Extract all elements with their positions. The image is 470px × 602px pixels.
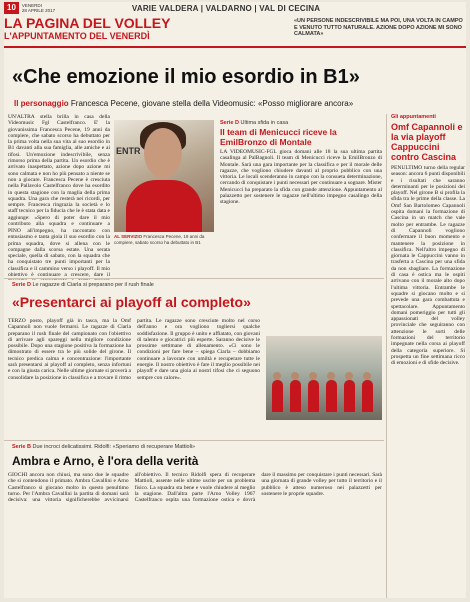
story-c-kicker-rest: Due incroci delicatissimi. Ridolfi: «Speriamo di recuperare Mattioli» <box>32 444 196 450</box>
sidebar-body: PENULTIMO turno della regular season: ancora 6 punti disponibili e i risultati che saranno determinanti per le posizioni dei playoff. Nel girone B si profila la sfida tra le prime della classe. La Omf San Bartolomeo Capannoli ospita domani la formazione di Cascina in un match che vale molto per entrambe. Le ragazze di Capannoli vogliono confermare il buon momento e mantenere la posizione in classifica. Nell'altro impegno di giornata le Cappuccini vanno in trasferta a Cascina per una sfida da non sbagliare. La formazione di casa è ostica ma le ospiti arrivano con il morale alto dopo l'ultima vittoria. Entrambe le squadre si giocano molto e si prevede una gara combattuta e spettacolare. Appuntamento domani pomeriggio per tutti gli appassionati del volley provinciale che seguiranno con attenzione le sorti delle formazioni del territorio impegnate nella corsa ai playoff della categoria superiore. Si prospetta un fine settimana ricco di emozioni e di sfide decisive. <box>391 165 465 367</box>
photo-caption-text: Francesca Pecene, 19 anni da compiere, sabato scorso ha debuttato in B1 <box>114 234 205 245</box>
masthead-subtitle: L'APPUNTAMENTO DEL VENERDÌ <box>4 31 150 41</box>
main-subheadline <box>14 99 464 108</box>
header-rule <box>4 46 466 48</box>
story-b-body: TERZO posto, playoff già in tasca, ma la Omf Capannoli non vuole fermarsi. Le ragazze di Ciarla preparano il rush finale del campionato con l'obiettivo di arrivare agli spareggi nella migliore condizione possibile. Dopo una stagione positiva la formazione ha dimostrato di essere tra le più solide del girone. Il tecnico predica calma e concentrazione: l'importante sarà presentarsi ai playoff al completo, senza infortuni e con la giusta carica. Nelle ultime giornate si proverà a consolidare la posizione in classifica e a trovare il ritmo partita. Le ragazze sono cresciute molto nel corso dell'anno e ora vogliono togliersi qualche soddisfazione. Il gruppo è unito e affiatato, con giovani di talento e giocatrici più esperte. Saranno decisive le prossime settimane di allenamento. «Ci sono le condizioni per fare bene – spiega Ciarla – dobbiamo continuare a lavorare con umiltà e recuperare tutte le energie. Il nostro obiettivo è fare il meglio possibile nei playoff e dare una gioia ai nostri tifosi che ci seguono sempre con calore». <box>8 318 260 381</box>
photo-shirt <box>126 180 202 232</box>
date-line-1: VENERDI <box>21 3 42 8</box>
photo-face <box>144 128 182 178</box>
box-a-kicker-tag: Serie D <box>220 120 239 126</box>
player-photo <box>114 120 214 232</box>
team-head-6 <box>363 372 371 380</box>
pull-quote: «UN PERSONE INDESCRIVIBILE MA POI, UNA VOLTA IN CAMPO E VENUTO TUTTO NATURALE. AZIONE DOPO AZIONE MI SONO CALMATA» <box>294 18 463 37</box>
top-bar <box>4 2 466 14</box>
main-subtitle: Francesca Pecene, giovane stella della Videomusic: «Posso migliorare ancora» <box>70 99 354 108</box>
story-c-kicker-tag: Serie B <box>12 444 31 450</box>
team-player-1 <box>272 380 283 412</box>
photo-caption <box>114 234 216 245</box>
team-player-5 <box>344 380 355 412</box>
story-b-kicker <box>12 282 382 288</box>
team-head-4 <box>327 372 335 380</box>
box-a-title: Il team di Menicucci riceve la EmilBronzo di Montale <box>220 127 337 147</box>
team-head-1 <box>273 372 281 380</box>
team-head-2 <box>291 372 299 380</box>
story-c-kicker <box>12 444 382 450</box>
story-b-kicker-tag: Serie D <box>12 282 31 288</box>
masthead <box>4 16 254 41</box>
divider-1 <box>4 278 384 279</box>
main-column-1b: PINO all'impegno, ha raccontato con entusiasmo e tanta gioia il suo esordio con la prima squadra, dove si allena con le compagne dalla scorsa estate. Una serata speciale, quella di sabato, con la squadra che ha conquistato tre punti importanti per la classifica e il cammino verso i playoff. Il mio obiettivo è continuare a crescere, dare il <box>8 228 110 279</box>
masthead-title: LA PAGINA DEL VOLLEY <box>4 15 171 31</box>
sidebar-title: Omf Capannoli e la via playoff Cappuccini contro Cascina <box>391 122 463 162</box>
main-headline: «Che emozione il mio esordio in B1» <box>12 66 360 88</box>
date-box <box>22 3 62 13</box>
box-a-body: LA VIDEOMUSIC-FGL gioca domani alle 18 la sua ultima partita casalinga al PalBagnoli. Il team di Menicucci riceve la EmilBronzo di Montale. Sarà una gara importante per la classifica e per il morale delle ragazze, che vogliono chiudere davanti al proprio pubblico con una vittoria. Le locali scenderanno in campo con la consueta determinazione, cercando di conquistare i punti necessari per continuare a sognare. Mister Menicucci ha preparato la sfida con grande attenzione. Appuntamento al palazzetto per sostenere le ragazze nell'ultimo impegno casalingo della stagione. <box>220 149 382 206</box>
date-line-2: 28 APRILE 2017 <box>21 8 56 13</box>
page-number: 10 <box>4 2 19 14</box>
main-column-1: UN'ALTRA stella brilla in casa della Videomusic Fgl Castelfranco. E' la giovanissima Francesca Pecene, 19 anni da compiere, che sabato scorso ha debuttato per la prima volta nella sua vita al suo esordio in B1 davanti alla sua famiglia, alle amiche e ai tifosi. Un'emozione indescrivibile, senza rimorso prima della partita. Un esordio che è arrivato inaspettato, azione dopo azione mi sono calmata e non ho più pensato a niente se non a giocare. Francesca Pecene è cresciuta nella Pallavolo Castelfranco dove ha esordito in questa stagione con la maglia della prima squadra. Una gara che resterà nei ricordi, per sempre. Francesca ringrazia la società e lo staff tecnico per la fiducia che le è stata data e aggiunge: «Spero di poter dare il mio contributo alla squadra e continuare a <box>8 114 110 226</box>
story-c-body: GIOCHI ancora non chiusi, ma sono due le squadre che si contendono il primato. Ambra Cavallini e Arno Castelfranco si giocano molto in questo penultimo turno. Per l'Ambra Cavallini la partita di domani sarà decisiva: una vittoria significherebbe avvicinarsi all'obiettivo. Il tecnico Ridolfi spera di recuperare Mattioli, assente nelle ultime uscite per un problema fisico. La squadra sta bene e vuole chiudere al meglio la stagione. Dall'altra parte l'Arno Volley 1967 Castelfranco ospita una formazione ostica e dovrà dare il massimo per conquistare i punti necessari. Sarà una giornata di grande volley per tutto il territorio e il pubblico è atteso numeroso nei palazzetti per sostenere le proprie squadre. <box>8 472 382 504</box>
divider-2 <box>4 440 384 441</box>
box-a-kicker-rest: Ultima sfida in casa <box>240 120 289 126</box>
team-head-3 <box>309 372 317 380</box>
team-player-3 <box>308 380 319 412</box>
photo-caption-tag: AL SERVIZIO <box>114 234 143 239</box>
story-b-headline: «Presentarci ai playoff al completo» <box>12 294 251 310</box>
team-photo <box>266 336 382 420</box>
newspaper-page <box>4 2 466 598</box>
story-c-headline: Ambra e Arno, è l'ora della verità <box>12 454 199 468</box>
team-player-4 <box>326 380 337 412</box>
team-player-2 <box>290 380 301 412</box>
story-b-kicker-rest: Le ragazze di Ciarla si preparano per il rush finale <box>32 282 154 288</box>
box-a-kicker <box>220 120 382 126</box>
team-player-6 <box>362 380 373 412</box>
section-title: VARIE VALDERA | VALDARNO | VAL DI CECINA <box>131 3 321 13</box>
photo-logo: ENTR <box>116 146 141 156</box>
main-tag: Il personaggio <box>14 99 69 108</box>
team-head-5 <box>345 372 353 380</box>
serie-d-box <box>220 120 382 255</box>
sidebar-appointments <box>386 114 466 598</box>
sidebar-kicker: Gli appuntamenti <box>391 114 436 120</box>
